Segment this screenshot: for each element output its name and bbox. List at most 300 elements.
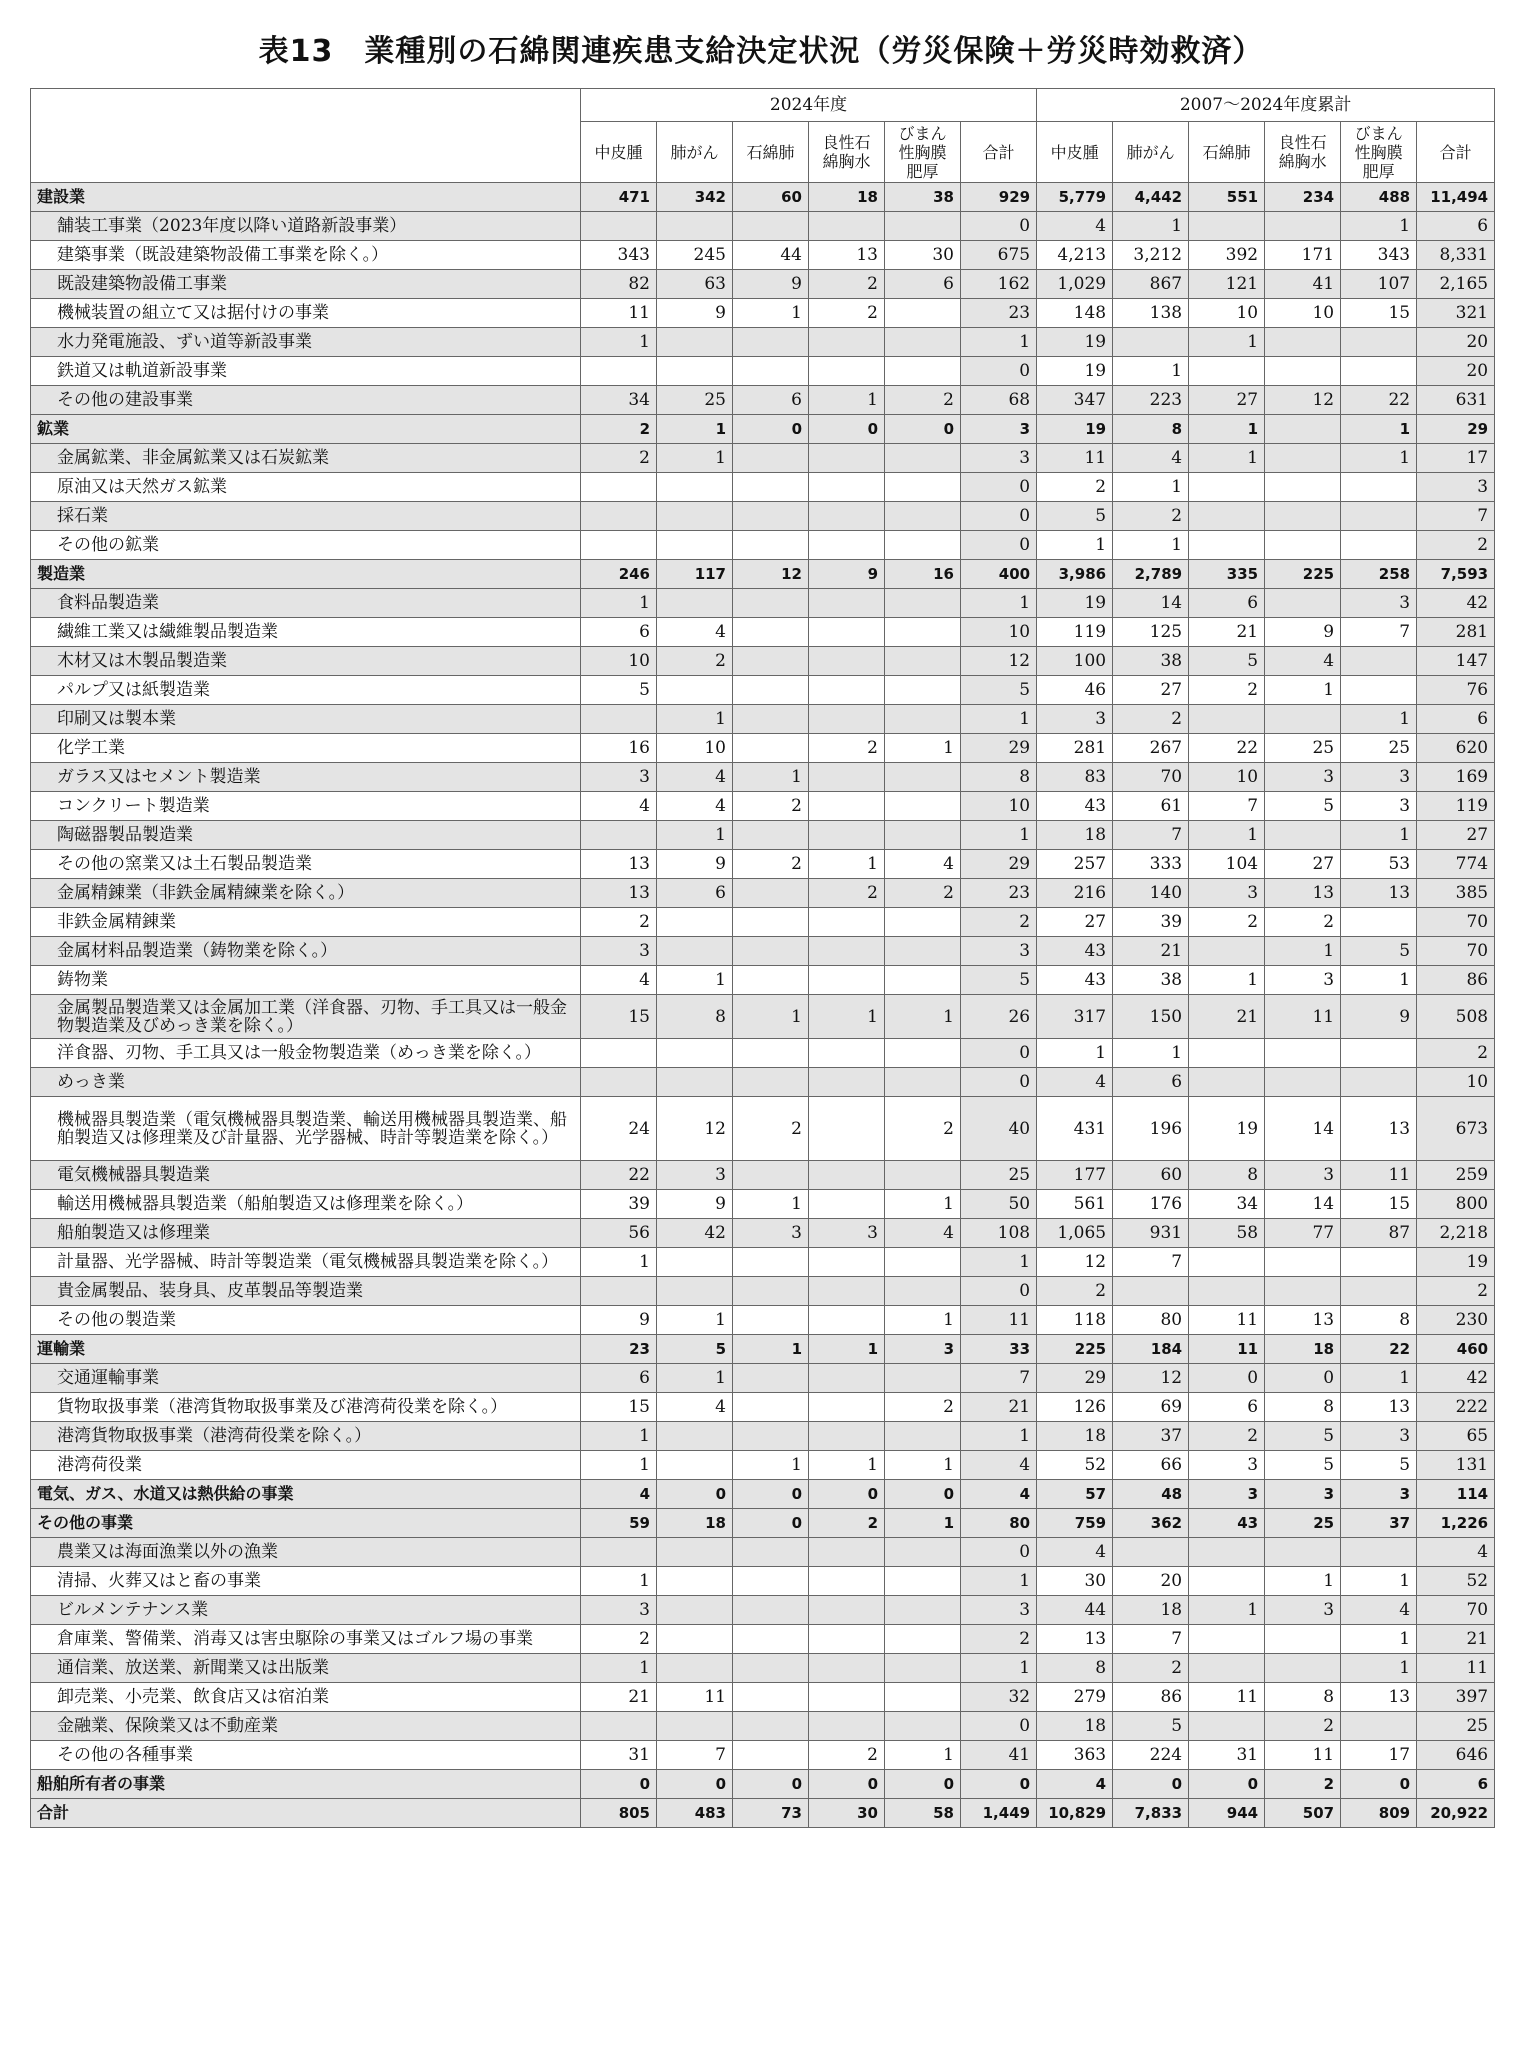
table-cell: 9 bbox=[733, 270, 809, 299]
table-cell bbox=[1113, 1277, 1189, 1306]
table-cell: 1 bbox=[581, 1451, 657, 1480]
table-cell: 40 bbox=[961, 1097, 1037, 1161]
table-cell bbox=[809, 792, 885, 821]
table-cell: 29 bbox=[1417, 415, 1495, 444]
table-cell bbox=[885, 792, 961, 821]
table-cell: 39 bbox=[1113, 908, 1189, 937]
table-cell: 4 bbox=[657, 792, 733, 821]
table-cell: 39 bbox=[581, 1190, 657, 1219]
table-cell: 11 bbox=[1265, 1741, 1341, 1770]
table-cell bbox=[1265, 589, 1341, 618]
table-cell: 2 bbox=[885, 386, 961, 415]
table-cell: 1 bbox=[1265, 1567, 1341, 1596]
table-cell: 37 bbox=[1113, 1422, 1189, 1451]
table-cell bbox=[733, 1538, 809, 1567]
table-cell: 4 bbox=[885, 850, 961, 879]
table-cell: 8 bbox=[1265, 1393, 1341, 1422]
table-cell: 0 bbox=[885, 1480, 961, 1509]
row-label: 繊維工業又は繊維製品製造業 bbox=[31, 618, 581, 647]
table-cell: 2 bbox=[1265, 1770, 1341, 1799]
table-cell bbox=[809, 1190, 885, 1219]
table-cell bbox=[885, 1683, 961, 1712]
table-cell bbox=[733, 1039, 809, 1068]
table-cell bbox=[733, 1683, 809, 1712]
table-cell: 0 bbox=[1341, 1770, 1417, 1799]
table-cell bbox=[885, 1654, 961, 1683]
table-cell: 2 bbox=[1037, 473, 1113, 502]
table-cell: 17 bbox=[1417, 444, 1495, 473]
table-cell: 1 bbox=[1113, 1039, 1189, 1068]
table-cell: 18 bbox=[657, 1509, 733, 1538]
table-cell bbox=[885, 1161, 961, 1190]
table-cell: 10,829 bbox=[1037, 1799, 1113, 1828]
table-cell: 21 bbox=[1417, 1625, 1495, 1654]
table-cell: 321 bbox=[1417, 299, 1495, 328]
row-label: パルプ又は紙製造業 bbox=[31, 676, 581, 705]
table-cell: 1 bbox=[657, 705, 733, 734]
table-cell bbox=[1265, 531, 1341, 560]
table-cell bbox=[1265, 1248, 1341, 1277]
table-cell: 0 bbox=[1189, 1770, 1265, 1799]
table-cell: 11 bbox=[1189, 1306, 1265, 1335]
table-cell: 1 bbox=[961, 1567, 1037, 1596]
table-cell: 16 bbox=[885, 560, 961, 589]
table-cell bbox=[1341, 473, 1417, 502]
table-cell: 1 bbox=[885, 1741, 961, 1770]
row-label: めっき業 bbox=[31, 1068, 581, 1097]
table-cell: 4 bbox=[1265, 647, 1341, 676]
table-cell: 20 bbox=[1417, 357, 1495, 386]
table-cell: 2 bbox=[733, 1097, 809, 1161]
table-cell: 0 bbox=[733, 1770, 809, 1799]
table-cell: 147 bbox=[1417, 647, 1495, 676]
column-header: 合計 bbox=[1417, 122, 1495, 183]
table-cell: 400 bbox=[961, 560, 1037, 589]
table-cell bbox=[1113, 328, 1189, 357]
table-cell: 24 bbox=[581, 1097, 657, 1161]
table-cell: 73 bbox=[733, 1799, 809, 1828]
table-cell: 48 bbox=[1113, 1480, 1189, 1509]
table-cell: 1 bbox=[1189, 328, 1265, 357]
table-cell: 184 bbox=[1113, 1335, 1189, 1364]
table-cell bbox=[809, 357, 885, 386]
table-cell: 18 bbox=[1113, 1596, 1189, 1625]
table-cell: 117 bbox=[657, 560, 733, 589]
row-label: 舗装工事業（2023年度以降い道路新設事業） bbox=[31, 212, 581, 241]
table-cell bbox=[809, 212, 885, 241]
table-cell bbox=[733, 212, 809, 241]
table-cell: 80 bbox=[961, 1509, 1037, 1538]
table-cell: 2 bbox=[809, 1509, 885, 1538]
table-cell bbox=[885, 937, 961, 966]
table-cell bbox=[1341, 647, 1417, 676]
row-label: 鉄道又は軌道新設事業 bbox=[31, 357, 581, 386]
table-row bbox=[31, 502, 1495, 531]
table-cell: 363 bbox=[1037, 1741, 1113, 1770]
table-cell bbox=[1189, 1625, 1265, 1654]
table-cell: 0 bbox=[885, 1770, 961, 1799]
table-cell bbox=[581, 1039, 657, 1068]
data-table bbox=[30, 88, 1495, 1828]
table-cell: 53 bbox=[1341, 850, 1417, 879]
table-cell bbox=[1113, 1538, 1189, 1567]
table-cell bbox=[1265, 444, 1341, 473]
table-cell: 10 bbox=[1265, 299, 1341, 328]
table-cell bbox=[733, 1306, 809, 1335]
row-label: 陶磁器製品製造業 bbox=[31, 821, 581, 850]
table-cell: 0 bbox=[961, 1068, 1037, 1097]
table-cell bbox=[885, 1596, 961, 1625]
table-cell bbox=[657, 1596, 733, 1625]
table-cell: 3 bbox=[581, 763, 657, 792]
table-cell: 1 bbox=[657, 444, 733, 473]
table-cell: 1 bbox=[1113, 212, 1189, 241]
table-row bbox=[31, 821, 1495, 850]
table-cell: 8 bbox=[1189, 1161, 1265, 1190]
table-cell: 0 bbox=[961, 1039, 1037, 1068]
table-cell: 6 bbox=[733, 386, 809, 415]
table-cell bbox=[809, 1364, 885, 1393]
table-cell: 65 bbox=[1417, 1422, 1495, 1451]
table-cell bbox=[581, 357, 657, 386]
table-row bbox=[31, 1190, 1495, 1219]
table-cell bbox=[733, 1422, 809, 1451]
table-cell: 1,029 bbox=[1037, 270, 1113, 299]
table-cell: 9 bbox=[581, 1306, 657, 1335]
table-cell bbox=[809, 676, 885, 705]
table-cell bbox=[733, 1625, 809, 1654]
table-cell: 3 bbox=[1265, 1480, 1341, 1509]
table-cell bbox=[885, 821, 961, 850]
table-cell: 15 bbox=[581, 995, 657, 1039]
table-cell: 8 bbox=[1037, 1654, 1113, 1683]
table-cell bbox=[885, 908, 961, 937]
category-row bbox=[31, 1480, 1495, 1509]
table-cell bbox=[885, 473, 961, 502]
table-cell bbox=[581, 1712, 657, 1741]
table-cell bbox=[1189, 1039, 1265, 1068]
table-cell: 8 bbox=[1113, 415, 1189, 444]
table-cell: 27 bbox=[1417, 821, 1495, 850]
table-cell: 68 bbox=[961, 386, 1037, 415]
table-cell: 3 bbox=[1265, 966, 1341, 995]
table-cell: 1 bbox=[1341, 444, 1417, 473]
table-cell bbox=[733, 966, 809, 995]
table-cell: 1 bbox=[581, 1422, 657, 1451]
table-row bbox=[31, 1538, 1495, 1567]
table-cell: 3 bbox=[1189, 1451, 1265, 1480]
table-cell bbox=[733, 908, 809, 937]
table-cell bbox=[657, 1068, 733, 1097]
table-cell bbox=[1189, 705, 1265, 734]
table-cell: 245 bbox=[657, 241, 733, 270]
table-row bbox=[31, 531, 1495, 560]
table-cell: 3 bbox=[1341, 763, 1417, 792]
table-cell bbox=[809, 1538, 885, 1567]
table-cell: 1 bbox=[581, 328, 657, 357]
column-header: 肺がん bbox=[1113, 122, 1189, 183]
table-cell: 3 bbox=[1417, 473, 1495, 502]
table-cell bbox=[809, 473, 885, 502]
table-cell: 2 bbox=[885, 879, 961, 908]
table-cell: 29 bbox=[961, 850, 1037, 879]
row-label: 金属鉱業、非金属鉱業又は石炭鉱業 bbox=[31, 444, 581, 473]
table-cell: 19 bbox=[1037, 328, 1113, 357]
table-cell: 19 bbox=[1037, 589, 1113, 618]
table-cell bbox=[657, 357, 733, 386]
table-row bbox=[31, 328, 1495, 357]
table-cell bbox=[581, 531, 657, 560]
table-row bbox=[31, 1567, 1495, 1596]
table-cell: 118 bbox=[1037, 1306, 1113, 1335]
table-cell bbox=[657, 1039, 733, 1068]
table-cell bbox=[733, 357, 809, 386]
group-header-cumulative: 2007〜2024年度累計 bbox=[1037, 89, 1495, 122]
table-cell bbox=[1189, 1068, 1265, 1097]
table-cell: 4 bbox=[1037, 212, 1113, 241]
table-row bbox=[31, 763, 1495, 792]
table-cell bbox=[657, 328, 733, 357]
table-cell: 1 bbox=[961, 1248, 1037, 1277]
table-cell: 13 bbox=[809, 241, 885, 270]
table-cell: 0 bbox=[809, 1770, 885, 1799]
table-cell: 57 bbox=[1037, 1480, 1113, 1509]
row-label: 計量器、光学器械、時計等製造業（電気機械器具製造業を除く。） bbox=[31, 1248, 581, 1277]
table-cell: 471 bbox=[581, 183, 657, 212]
table-cell: 216 bbox=[1037, 879, 1113, 908]
table-cell: 3 bbox=[961, 444, 1037, 473]
table-cell: 4 bbox=[581, 1480, 657, 1509]
table-cell: 15 bbox=[1341, 299, 1417, 328]
table-cell: 1 bbox=[1189, 415, 1265, 444]
table-row bbox=[31, 386, 1495, 415]
table-cell: 6 bbox=[885, 270, 961, 299]
table-cell: 11 bbox=[1417, 1654, 1495, 1683]
table-cell bbox=[809, 1596, 885, 1625]
table-cell bbox=[1189, 1654, 1265, 1683]
table-cell bbox=[733, 1596, 809, 1625]
table-cell: 6 bbox=[657, 879, 733, 908]
table-cell: 12 bbox=[961, 647, 1037, 676]
table-cell: 69 bbox=[1113, 1393, 1189, 1422]
table-cell: 0 bbox=[961, 1277, 1037, 1306]
table-cell: 631 bbox=[1417, 386, 1495, 415]
table-cell: 2 bbox=[809, 1741, 885, 1770]
table-cell: 0 bbox=[1113, 1770, 1189, 1799]
table-cell: 38 bbox=[1113, 966, 1189, 995]
column-header: 肺がん bbox=[657, 122, 733, 183]
table-cell: 3 bbox=[1189, 1480, 1265, 1509]
table-cell bbox=[1189, 1248, 1265, 1277]
row-label: 貴金属製品、装身具、皮革製品等製造業 bbox=[31, 1277, 581, 1306]
row-label: 原油又は天然ガス鉱業 bbox=[31, 473, 581, 502]
table-cell: 7,833 bbox=[1113, 1799, 1189, 1828]
table-cell: 58 bbox=[1189, 1219, 1265, 1248]
table-cell: 5 bbox=[1265, 792, 1341, 821]
table-cell: 0 bbox=[961, 212, 1037, 241]
table-row bbox=[31, 1097, 1495, 1161]
row-label: 運輸業 bbox=[31, 1335, 581, 1364]
table-cell: 333 bbox=[1113, 850, 1189, 879]
table-cell: 42 bbox=[1417, 589, 1495, 618]
table-cell: 230 bbox=[1417, 1306, 1495, 1335]
table-cell: 25 bbox=[1417, 1712, 1495, 1741]
table-cell bbox=[809, 1248, 885, 1277]
table-cell: 4 bbox=[581, 792, 657, 821]
table-cell bbox=[885, 1422, 961, 1451]
table-cell: 196 bbox=[1113, 1097, 1189, 1161]
column-header: 石綿肺 bbox=[733, 122, 809, 183]
table-cell: 46 bbox=[1037, 676, 1113, 705]
table-cell: 4,442 bbox=[1113, 183, 1189, 212]
table-cell bbox=[733, 734, 809, 763]
table-cell: 5 bbox=[961, 676, 1037, 705]
table-cell: 2 bbox=[733, 792, 809, 821]
table-cell bbox=[657, 473, 733, 502]
table-row bbox=[31, 995, 1495, 1039]
table-cell: 12 bbox=[733, 560, 809, 589]
table-cell: 342 bbox=[657, 183, 733, 212]
table-cell bbox=[657, 1538, 733, 1567]
table-cell: 27 bbox=[1113, 676, 1189, 705]
table-cell bbox=[809, 1039, 885, 1068]
table-cell: 4 bbox=[1037, 1538, 1113, 1567]
table-cell bbox=[1189, 937, 1265, 966]
table-cell bbox=[1265, 1068, 1341, 1097]
table-row bbox=[31, 1248, 1495, 1277]
table-cell: 483 bbox=[657, 1799, 733, 1828]
table-cell: 2 bbox=[809, 734, 885, 763]
table-cell bbox=[1265, 705, 1341, 734]
table-cell bbox=[809, 1393, 885, 1422]
column-header: 合計 bbox=[961, 122, 1037, 183]
row-label: 農業又は海面漁業以外の漁業 bbox=[31, 1538, 581, 1567]
row-label: その他の各種事業 bbox=[31, 1741, 581, 1770]
table-cell bbox=[809, 966, 885, 995]
table-cell: 1 bbox=[733, 763, 809, 792]
table-cell bbox=[1265, 1654, 1341, 1683]
table-cell: 3 bbox=[961, 1596, 1037, 1625]
table-row bbox=[31, 1712, 1495, 1741]
table-cell: 929 bbox=[961, 183, 1037, 212]
table-cell: 114 bbox=[1417, 1480, 1495, 1509]
table-cell: 20 bbox=[1113, 1567, 1189, 1596]
row-label: 港湾貨物取扱事業（港湾荷役業を除く。） bbox=[31, 1422, 581, 1451]
table-cell: 18 bbox=[1265, 1335, 1341, 1364]
table-cell: 2,218 bbox=[1417, 1219, 1495, 1248]
table-cell: 1 bbox=[581, 1248, 657, 1277]
row-label: その他の事業 bbox=[31, 1509, 581, 1538]
table-cell: 76 bbox=[1417, 676, 1495, 705]
table-cell: 21 bbox=[1189, 995, 1265, 1039]
table-cell bbox=[733, 1277, 809, 1306]
row-label: 船舶製造又は修理業 bbox=[31, 1219, 581, 1248]
table-cell: 0 bbox=[961, 502, 1037, 531]
table-cell: 9 bbox=[1265, 618, 1341, 647]
table-cell: 25 bbox=[1265, 1509, 1341, 1538]
table-cell: 66 bbox=[1113, 1451, 1189, 1480]
category-row bbox=[31, 1335, 1495, 1364]
table-row bbox=[31, 1654, 1495, 1683]
table-cell: 6 bbox=[1189, 589, 1265, 618]
table-cell: 561 bbox=[1037, 1190, 1113, 1219]
table-row bbox=[31, 618, 1495, 647]
table-cell: 1 bbox=[885, 734, 961, 763]
table-cell: 0 bbox=[657, 1480, 733, 1509]
row-label: 交通運輸事業 bbox=[31, 1364, 581, 1393]
table-cell: 551 bbox=[1189, 183, 1265, 212]
table-cell: 87 bbox=[1341, 1219, 1417, 1248]
table-cell: 1 bbox=[657, 1306, 733, 1335]
table-cell: 225 bbox=[1037, 1335, 1113, 1364]
table-cell bbox=[1189, 1567, 1265, 1596]
table-cell: 2 bbox=[961, 908, 1037, 937]
category-row bbox=[31, 1799, 1495, 1828]
table-cell: 10 bbox=[1189, 299, 1265, 328]
table-cell: 1 bbox=[733, 995, 809, 1039]
table-cell: 6 bbox=[1189, 1393, 1265, 1422]
table-cell: 19 bbox=[1189, 1097, 1265, 1161]
table-cell bbox=[1265, 212, 1341, 241]
table-cell: 7 bbox=[1417, 502, 1495, 531]
table-cell: 4 bbox=[657, 763, 733, 792]
table-cell: 80 bbox=[1113, 1306, 1189, 1335]
table-cell: 70 bbox=[1417, 908, 1495, 937]
table-cell bbox=[885, 1625, 961, 1654]
table-cell: 8 bbox=[1265, 1683, 1341, 1712]
table-cell: 86 bbox=[1417, 966, 1495, 995]
table-cell bbox=[885, 705, 961, 734]
table-cell: 1 bbox=[809, 1451, 885, 1480]
table-cell: 9 bbox=[809, 560, 885, 589]
table-cell: 22 bbox=[1341, 386, 1417, 415]
table-cell bbox=[1341, 908, 1417, 937]
table-cell: 14 bbox=[1113, 589, 1189, 618]
table-cell: 148 bbox=[1037, 299, 1113, 328]
table-cell: 2 bbox=[1189, 1422, 1265, 1451]
table-cell: 11 bbox=[1189, 1335, 1265, 1364]
table-cell bbox=[657, 1422, 733, 1451]
table-cell: 14 bbox=[1265, 1190, 1341, 1219]
table-cell: 10 bbox=[1417, 1068, 1495, 1097]
table-cell: 1 bbox=[1341, 415, 1417, 444]
table-cell: 675 bbox=[961, 241, 1037, 270]
table-cell: 42 bbox=[657, 1219, 733, 1248]
table-cell: 0 bbox=[1189, 1364, 1265, 1393]
table-cell bbox=[809, 328, 885, 357]
table-cell bbox=[809, 908, 885, 937]
table-cell: 1 bbox=[1341, 212, 1417, 241]
table-cell: 7 bbox=[961, 1364, 1037, 1393]
table-cell bbox=[809, 1277, 885, 1306]
table-cell: 27 bbox=[1265, 850, 1341, 879]
table-cell: 11 bbox=[657, 1683, 733, 1712]
table-cell: 43 bbox=[1037, 937, 1113, 966]
table-cell bbox=[657, 589, 733, 618]
table-cell: 34 bbox=[1189, 1190, 1265, 1219]
table-cell: 22 bbox=[581, 1161, 657, 1190]
table-cell: 6 bbox=[1113, 1068, 1189, 1097]
table-cell: 1 bbox=[1113, 357, 1189, 386]
table-cell bbox=[1265, 821, 1341, 850]
table-cell: 1 bbox=[885, 1306, 961, 1335]
table-row bbox=[31, 241, 1495, 270]
table-cell: 4 bbox=[961, 1451, 1037, 1480]
table-cell: 13 bbox=[1341, 1683, 1417, 1712]
table-cell: 32 bbox=[961, 1683, 1037, 1712]
table-cell: 1 bbox=[885, 1190, 961, 1219]
table-cell: 867 bbox=[1113, 270, 1189, 299]
